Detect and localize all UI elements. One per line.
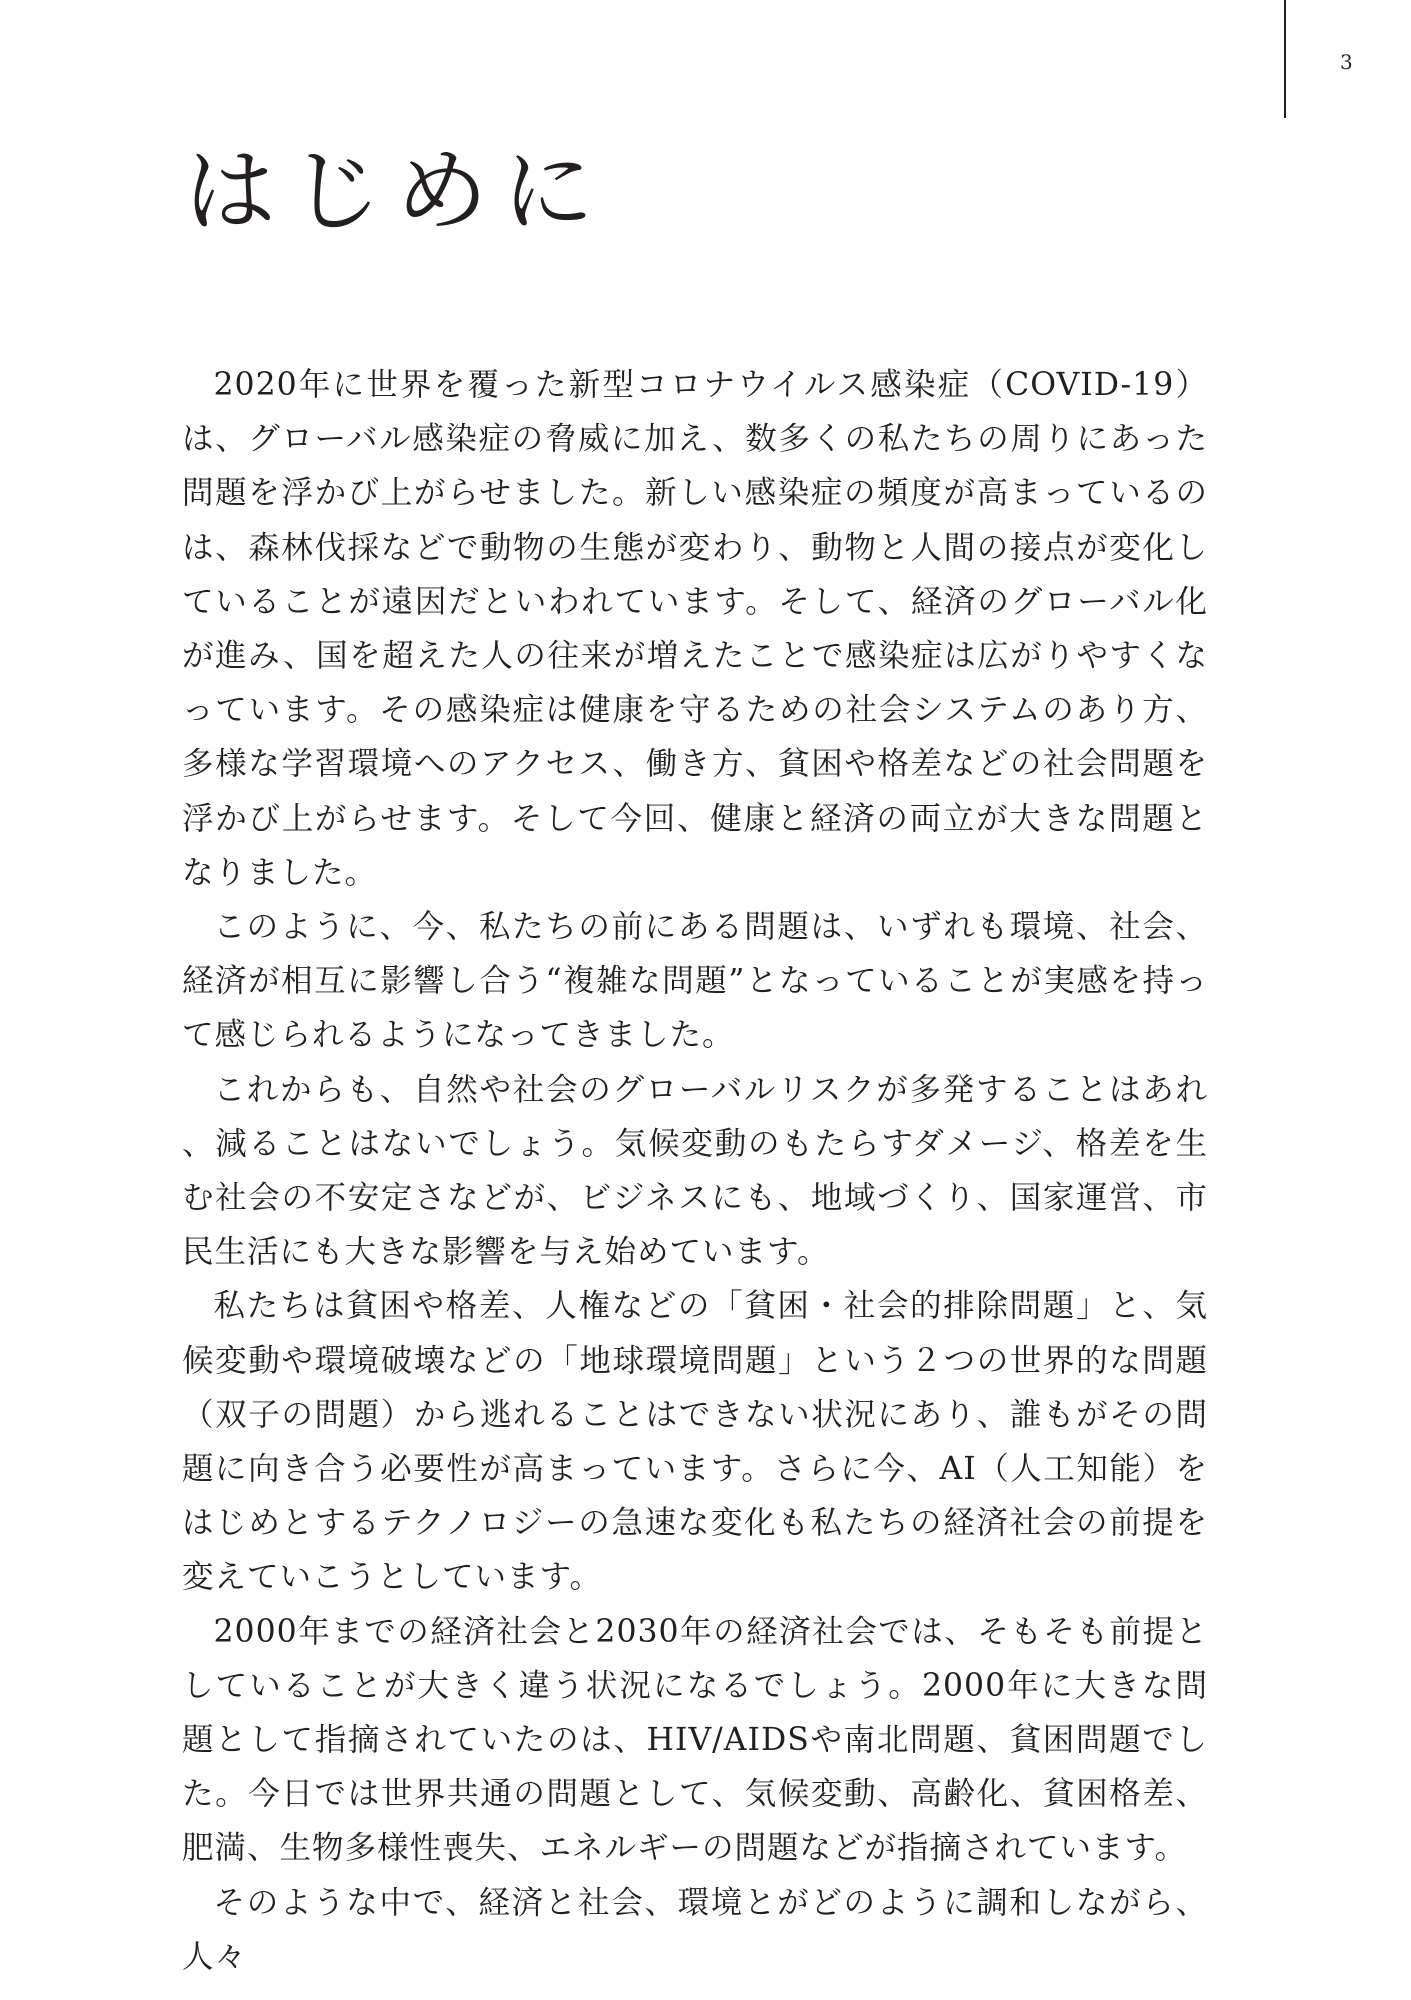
paragraph: 2000年までの経済社会と2030年の経済社会では、そもそも前提としていることが大きく違う状況になるでしょう。2000年に大きな問題として指摘されていたのは、HIV/AIDSや南北問題、貧困問題でした。今日では世界共通の問題として、気候変動、高齢化、貧困格差、肥満、生物多様性喪失、エネルギーの問題などが指摘されています。 (182, 1613, 1208, 1867)
page-number: 3 (1340, 50, 1353, 74)
body-text (182, 358, 1208, 1984)
paragraph: これからも、自然や社会のグローバルリスクが多発することはあれ、減ることはないでしょう。気候変動のもたらすダメージ、格差を生む社会の不安定さなどが、ビジネスにも、地域づくり、国家運営、市民生活にも大きな影響を与え始めています。 (182, 1071, 1208, 1271)
paragraph: 私たちは貧困や格差、人権などの「貧困・社会的排除問題」と、気候変動や環境破壊などの「地球環境問題」という２つの世界的な問題（双子の問題）から逃れることはできない状況にあり、誰もがその問題に向き合う必要性が高まっています。さらに今、AI（人工知能）をはじめとするテクノロジーの急速な変化も私たちの経済社会の前提を変えていこうとしています。 (182, 1288, 1208, 1596)
paragraph: そのような中で、経済と社会、環境とがどのように調和しながら、人々 (182, 1884, 1208, 1975)
paragraph: 2020年に世界を覆った新型コロナウイルス感染症（COVID-19）は、グローバル感染症の脅威に加え、数多くの私たちの周りにあった問題を浮かび上がらせました。新しい感染症の頻度が高まっているのは、森林伐採などで動物の生態が変わり、動物と人間の接点が変化していることが遠因だといわれています。そして、経済のグローバル化が進み、国を超えた人の往来が増えたことで感染症は広がりやすくなっています。その感染症は健康を守るための社会システムのあり方、多様な学習環境へのアクセス、働き方、貧困や格差などの社会問題を浮かび上がらせます。そして今回、健康と経済の両立が大きな問題となりました。 (182, 367, 1208, 891)
page-margin-rule (1284, 0, 1286, 118)
paragraph: このように、今、私たちの前にある問題は、いずれも環境、社会、経済が相互に影響し合う“複雑な問題”となっていることが実感を持って感じられるようになってきました。 (182, 909, 1208, 1054)
chapter-title: はじめに (184, 138, 609, 245)
